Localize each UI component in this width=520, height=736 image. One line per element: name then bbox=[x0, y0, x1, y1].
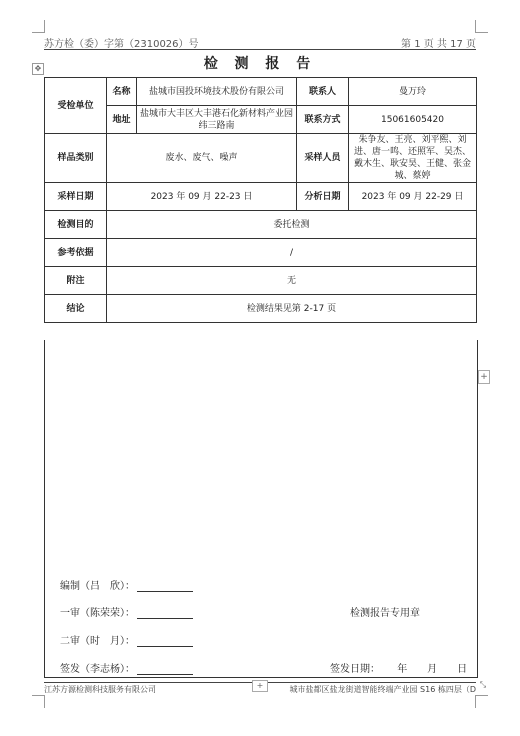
contact-label: 联系人 bbox=[297, 78, 349, 106]
issue-date-blank[interactable]: 年 月 日 bbox=[397, 664, 468, 675]
table-move-handle-icon[interactable]: ✥ bbox=[32, 63, 44, 75]
resize-handle-icon[interactable]: ⤡ bbox=[479, 680, 487, 689]
page-header bbox=[44, 35, 476, 50]
footer-plus-icon[interactable]: + bbox=[252, 680, 268, 692]
report-seal-label: 检测报告专用章 bbox=[350, 608, 420, 619]
signature-area bbox=[44, 340, 478, 678]
analysis-date-label: 分析日期 bbox=[297, 183, 349, 211]
signature-editor bbox=[60, 577, 193, 592]
report-number: 苏方检（委）字第（2310026）号 bbox=[44, 39, 199, 50]
signature-review1-label: 一审（陈荣荣）： bbox=[60, 608, 135, 619]
footer-address: 城市盐都区盐龙街道智能终端产业园 S16 栋四层（D bbox=[289, 685, 476, 694]
signature-review2-line[interactable] bbox=[137, 636, 193, 647]
conclusion-label: 结论 bbox=[45, 295, 107, 323]
client-name-label: 名称 bbox=[107, 78, 137, 106]
sampling-date-value[interactable]: 2023 年 09 月 22-23 日 bbox=[107, 183, 297, 211]
client-address-value[interactable]: 盐城市大丰区大丰港石化新材料产业园纬三路南 bbox=[137, 106, 297, 134]
samplers-label: 采样人员 bbox=[297, 134, 349, 183]
page-info: 第 1 页 共 17 页 bbox=[401, 39, 476, 50]
signature-review1 bbox=[60, 604, 193, 619]
sample-category-value[interactable]: 废水、废气、噪声 bbox=[107, 134, 297, 183]
conclusion-value[interactable]: 检测结果见第 2-17 页 bbox=[107, 295, 477, 323]
report-info-table bbox=[44, 77, 477, 323]
signature-editor-label: 编制（吕 欣）： bbox=[60, 581, 135, 592]
signature-review2 bbox=[60, 632, 193, 647]
contact-value[interactable]: 曼万玲 bbox=[349, 78, 477, 106]
signature-issuer bbox=[60, 660, 193, 675]
client-label: 受检单位 bbox=[45, 78, 107, 134]
signature-review2-label: 二审（时 月）： bbox=[60, 636, 135, 647]
report-title: 检 测 报 告 bbox=[203, 56, 317, 72]
signature-issuer-label: 签发（李志杨）： bbox=[60, 664, 135, 675]
basis-label: 参考依据 bbox=[45, 239, 107, 267]
client-name-value[interactable]: 盐城市国投环境技术股份有限公司 bbox=[137, 78, 297, 106]
phone-label: 联系方式 bbox=[297, 106, 349, 134]
sample-category-label: 样品类别 bbox=[45, 134, 107, 183]
purpose-value[interactable]: 委托检测 bbox=[107, 211, 477, 239]
sampling-date-label: 采样日期 bbox=[45, 183, 107, 211]
corner-mark-top-left bbox=[32, 20, 45, 33]
purpose-label: 检测目的 bbox=[45, 211, 107, 239]
note-label: 附注 bbox=[45, 267, 107, 295]
client-address-label: 地址 bbox=[107, 106, 137, 134]
samplers-value[interactable]: 朱争友、王亮、刘平熙、刘进、唐一鸣、还照军、吴杰、戴木生、耿安昊、王健、张金城、蔡婷 bbox=[349, 134, 477, 183]
add-row-plus-icon[interactable]: + bbox=[478, 370, 490, 384]
corner-mark-bottom-right bbox=[475, 695, 488, 708]
issue-date bbox=[330, 660, 467, 675]
note-value[interactable]: 无 bbox=[107, 267, 477, 295]
corner-mark-bottom-left bbox=[32, 695, 45, 708]
issue-date-label: 签发日期： bbox=[330, 664, 380, 675]
footer-company: 江苏方源检测科技服务有限公司 bbox=[44, 685, 156, 694]
corner-mark-top-right bbox=[475, 20, 488, 33]
phone-value[interactable]: 15061605420 bbox=[349, 106, 477, 134]
signature-issuer-line[interactable] bbox=[137, 664, 193, 675]
basis-value[interactable]: / bbox=[107, 239, 477, 267]
signature-editor-line[interactable] bbox=[137, 581, 193, 592]
signature-review1-line[interactable] bbox=[137, 608, 193, 619]
analysis-date-value[interactable]: 2023 年 09 月 22-29 日 bbox=[349, 183, 477, 211]
